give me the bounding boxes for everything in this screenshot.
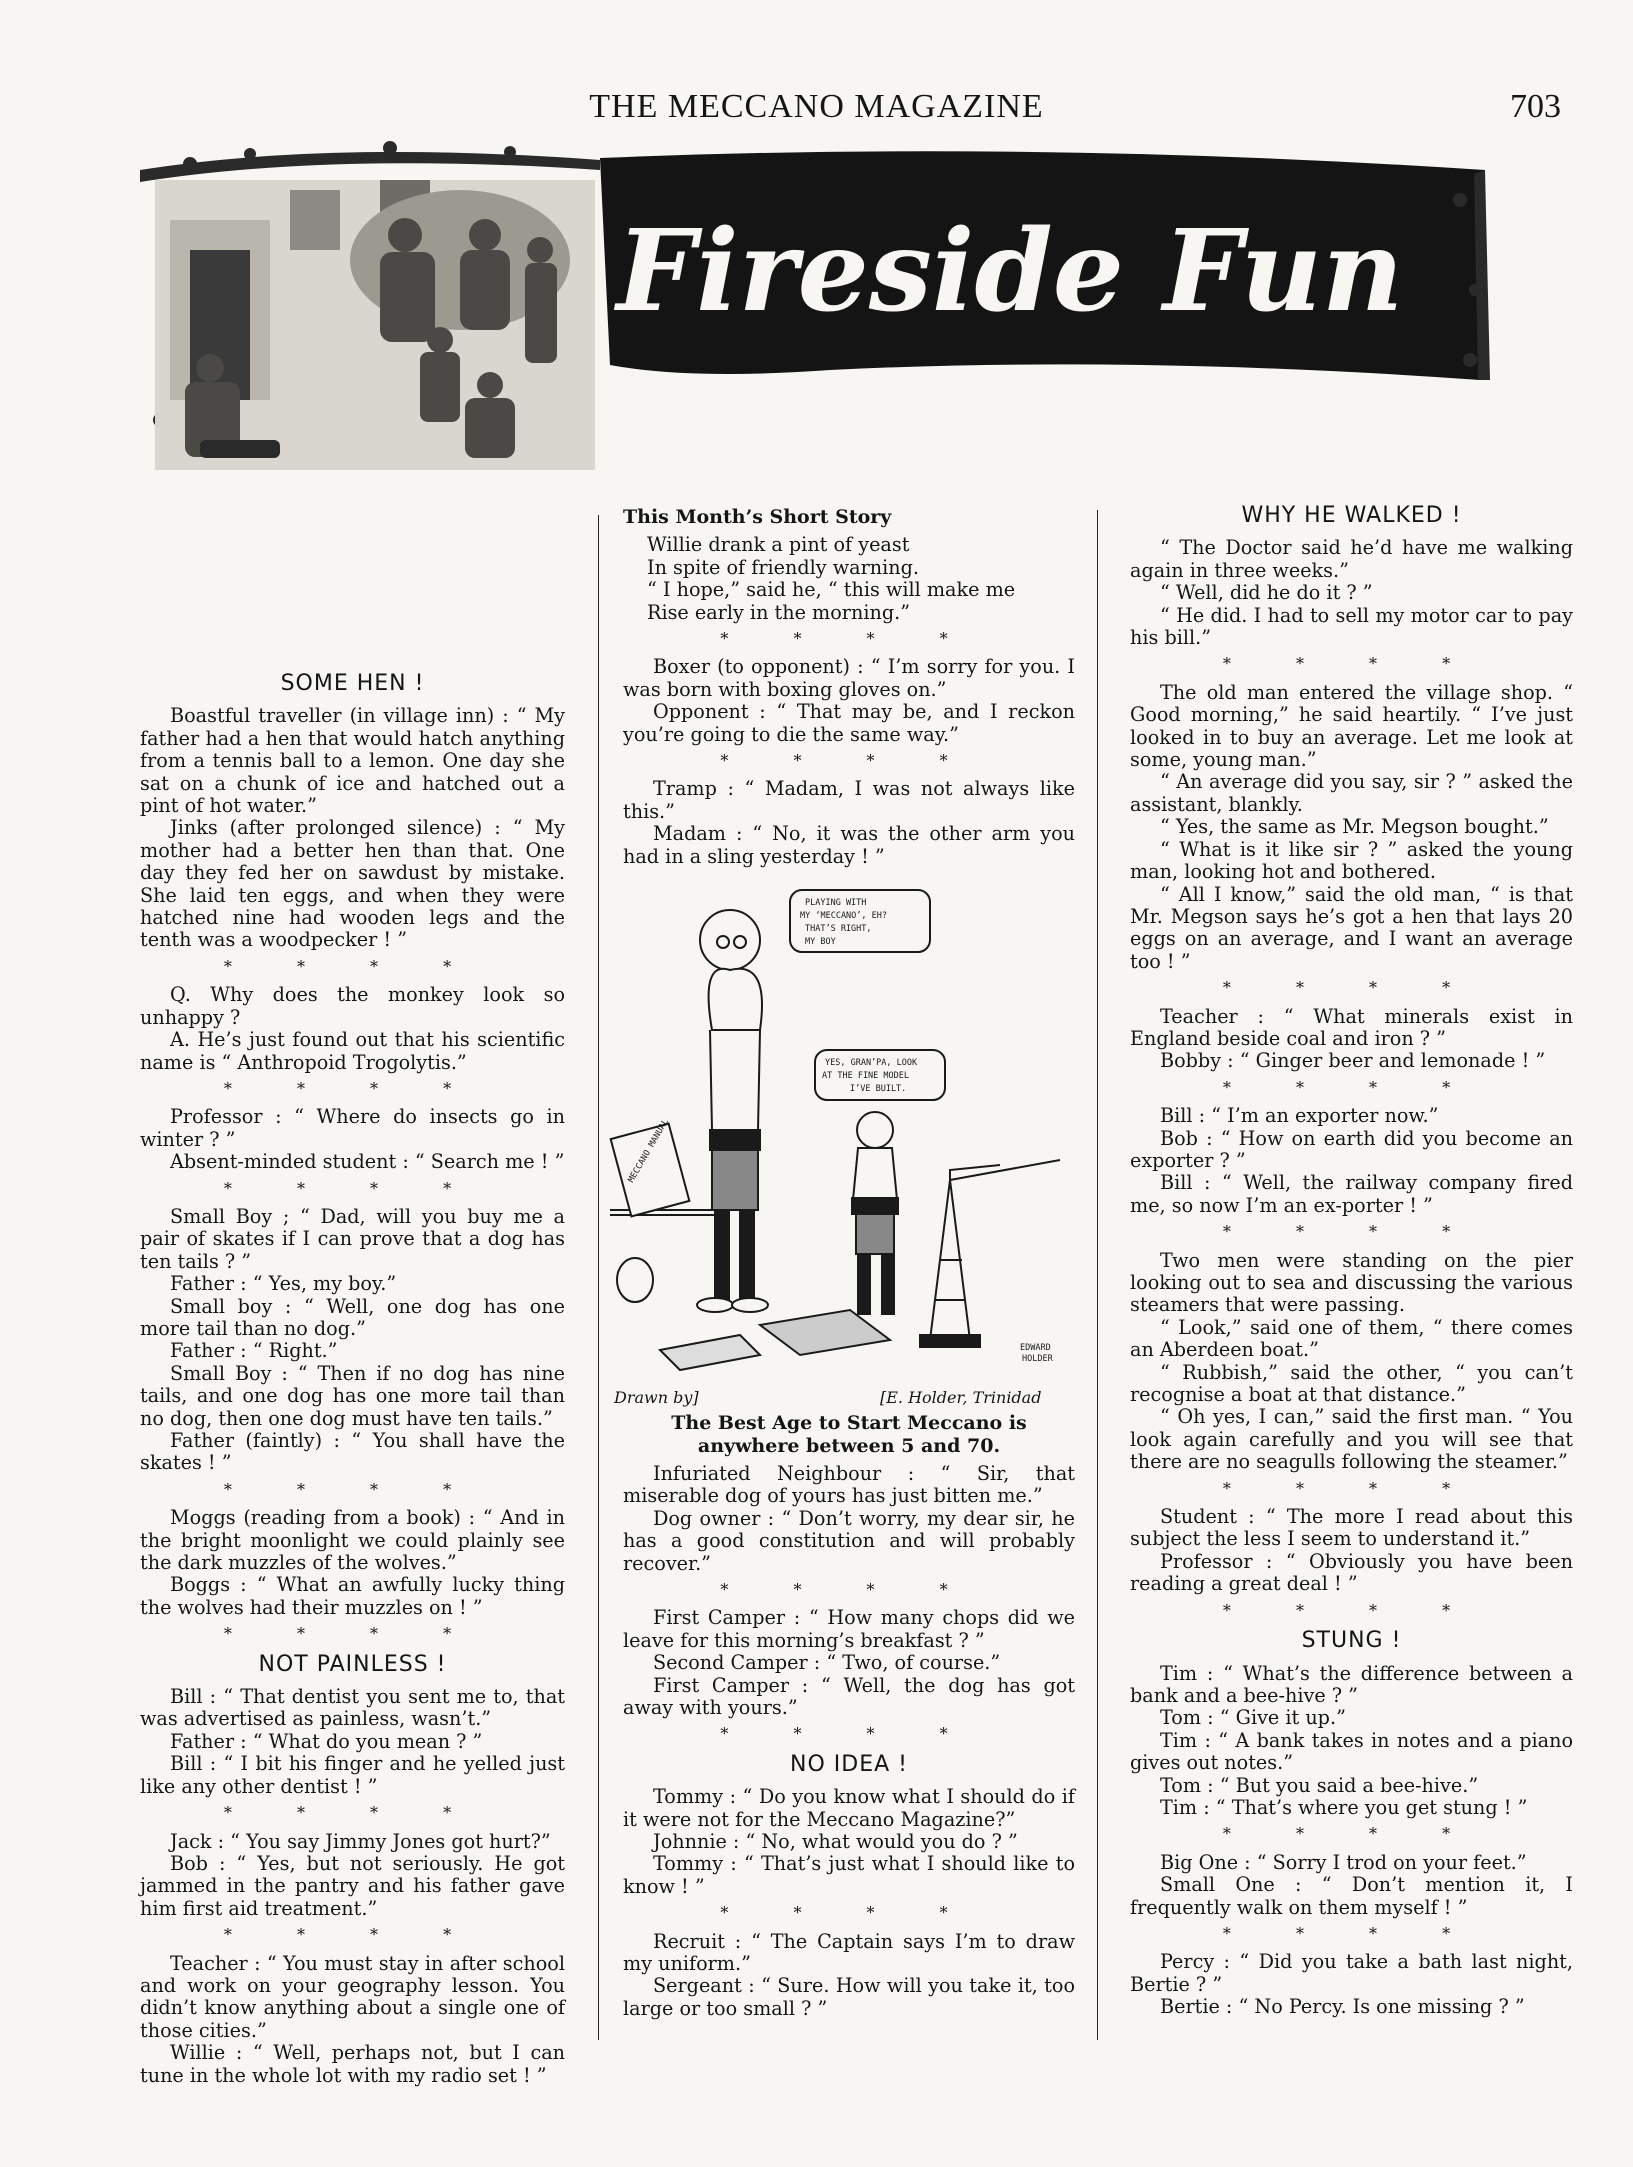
grandpa-head [700,910,760,970]
joke-paragraph: Teacher : “ What minerals exist in England beside coal and iron ? ” [1130,1004,1573,1050]
joke-paragraph: Small Boy ; “ Dad, will you buy me a pair of skates if I can prove that a dog has ten tails ? ” [140,1204,565,1273]
artist-signature: HOLDER [1022,1354,1053,1364]
separator-stars: * * * * [720,629,978,649]
column-left [140,665,565,2087]
joke-paragraph: “ What is it like sir ? ” asked the young man, looking hot and bothered. [1130,837,1573,884]
joke-paragraph: Johnnie : “ No, what would you do ? ” [653,1830,1018,1853]
poem-line: “ I hope,” said he, “ this will make me [647,578,1016,602]
bubble-text: AT THE FINE MODEL [822,1071,909,1081]
cartoon-caption-right: [E. Holder, Trinidad [880,1388,1042,1407]
joke-paragraph: Small Boy : “ Then if no dog has nine tails, and one dog has one more tail than no dog, then one dog must have ten tails.” [140,1361,565,1430]
cartoon-illustration [600,880,1080,1395]
joke-paragraph: Infuriated Neighbour : “ Sir, that miserable dog of yours has just bitten me.” [623,1461,1075,1508]
bubble-text: I’VE BUILT. [850,1084,907,1094]
manual-label: MECCANO MANUAL [626,1117,671,1185]
bubble-text: MY ‘MECCANO’, EH? [800,911,887,921]
separator-stars: * * * * [1222,1824,1481,1844]
joke-paragraph: “ An average did you say, sir ? ” asked the assistant, blankly. [1130,770,1573,816]
joke-paragraph: “ Oh yes, I can,” said the first man. “ You look again carefully and you will see that there are no seagulls following the steamer.” [1130,1405,1573,1474]
boy-head [857,1112,893,1148]
separator-stars: * * * * [720,1903,978,1923]
joke-paragraph: Small boy : “ Well, one dog has one more tail than no dog.” [140,1294,565,1340]
joke-paragraph: Bertie : “ No Percy. Is one missing ? ” [1160,1995,1525,2019]
separator-stars: * * * * [223,1624,482,1644]
joke-paragraph: Bob : “ Yes, but not seriously. He got jammed in the pantry and his father gave him first aid treatment.” [140,1851,565,1920]
short-story-poem [623,534,1075,624]
banner-title: Fireside Fun [616,206,1404,337]
joke-paragraph: “ The Doctor said he’d have me walking again in three weeks.” [1130,536,1573,582]
joke-paragraph: Small One : “ Don’t mention it, I frequently walk on them myself ! ” [1130,1873,1573,1919]
joke-paragraph: Second Camper : “ Two, of course.” [653,1651,1001,1675]
fireside-banner-illustration [130,140,1490,485]
joke-paragraph: A. He’s just found out that his scientific name is “ Anthropoid Trogolytis.” [140,1028,565,1074]
separator-stars: * * * * [720,1724,978,1744]
joke-paragraph: Teacher : “ You must stay in after school and work on your geography lesson. You didn’t know anything about a single one of those cities.” [140,1951,565,2042]
joke-paragraph: Two men were standing on the pier looking out to sea and discussing the various steamers that were passing. [1130,1248,1573,1317]
poem-line: In spite of friendly warning. [647,555,919,579]
poem-line: Rise early in the morning.” [647,600,911,624]
joke-paragraph: Willie : “ Well, perhaps not, but I can tune in the whole lot with my radio set ! ” [140,2041,565,2087]
separator-stars: * * * * [1222,1600,1481,1620]
joke-paragraph: “ Yes, the same as Mr. Megson bought.” [1160,815,1549,839]
joke-paragraph: Q. Why does the monkey look so unhappy ? [140,983,565,1029]
joke-paragraph: Bill : “ That dentist you sent me to, that was advertised as painless, wasn’t.” [140,1685,565,1731]
separator-stars: * * * * [1222,978,1481,998]
joke-paragraph: “ Well, did he do it ? ” [1160,581,1373,605]
separator-stars: * * * * [1222,1222,1481,1242]
joke-paragraph: Tim : “ What’s the difference between a bank and a bee-hive ? ” [1130,1661,1573,1707]
joke-paragraph: Madam : “ No, it was the other arm you had in a sling yesterday ! ” [623,822,1075,868]
joke-paragraph: Absent-minded student : “ Search me ! ” [170,1150,565,1174]
artist-signature: EDWARD [1020,1343,1051,1353]
joke-paragraph: Tom : “ But you said a bee-hive.” [1160,1773,1479,1797]
joke-paragraph: Tim : “ That’s where you get stung ! ” [1160,1795,1528,1819]
bubble-text: YES, GRAN’PA, LOOK [825,1058,918,1068]
joke-paragraph: Dog owner : “ Don’t worry, my dear sir, he has a good constitution and will probably recover.” [623,1506,1075,1575]
joke-paragraph: Father : “ Yes, my boy.” [170,1272,397,1296]
separator-stars: * * * * [223,1925,482,1945]
joke-paragraph: Boxer (to opponent) : “ I’m sorry for you. I was born with boxing gloves on.” [623,655,1075,701]
separator-stars: * * * * [1222,1077,1481,1097]
joke-paragraph: Sergeant : “ Sure. How will you take it, too large or too small ? ” [623,1974,1075,2020]
joke-paragraph: Boggs : “ What an awfully lucky thing the wolves had their muzzles on ! ” [140,1573,565,1619]
joke-paragraph: Moggs (reading from a book) : “ And in the bright moonlight we could plainly see the dark muzzles of the wolves.” [140,1506,565,1575]
joke-paragraph: “ Rubbish,” said the other, “ you can’t recognise a boat at that distance.” [1130,1360,1573,1407]
heading-why-he-walked: WHY HE WALKED ! [1241,503,1462,528]
separator-stars: * * * * [1222,1478,1481,1498]
joke-paragraph: Percy : “ Did you take a bath last night, Bertie ? ” [1130,1950,1573,1996]
joke-paragraph: Professor : “ Where do insects go in winter ? ” [140,1105,565,1151]
joke-paragraph: The old man entered the village shop. “ Good morning,” he said heartily. “ I’ve just looked in to buy an average. Let me look at some, young man.” [1130,680,1573,772]
meccano-crane [930,1160,1060,1340]
heading-stung: STUNG ! [1301,1628,1402,1654]
checkered-belt [710,1130,760,1150]
joke-paragraph: First Camper : “ Well, the dog has got away with yours.” [623,1673,1075,1719]
heading-some-hen: SOME HEN ! [280,671,425,696]
joke-paragraph: Bill : “ Well, the railway company fired me, so now I’m an ex-porter ! ” [1130,1171,1573,1217]
poem-line: Willie drank a pint of yeast [647,533,910,557]
separator-stars: * * * * [720,1579,978,1599]
joke-paragraph: Student : “ The more I read about this subject the less I seem to understand it.” [1130,1505,1573,1551]
joke-paragraph: Jinks (after prolonged silence) : “ My mother had a better hen than that. One day they fed her on sawdust by mistake. She laid ten eggs, and when they were hatched nine had wooden legs and the tenth was a woodpecker ! ” [140,816,565,952]
joke-paragraph: Tommy : “ Do you know what I should do if it were not for the Meccano Magazine?” [623,1785,1075,1831]
joke-paragraph: First Camper : “ How many chops did we leave for this morning’s breakfast ? ” [623,1606,1075,1652]
joke-paragraph: Bill : “ I bit his finger and he yelled just like any other dentist ! ” [140,1752,565,1798]
separator-stars: * * * * [223,1479,482,1499]
bubble-text: PLAYING WITH [805,898,867,908]
column-rule-left [598,515,599,2040]
bubble-text: THAT’S RIGHT, [805,924,872,934]
joke-paragraph: Father (faintly) : “ You shall have the skates ! ” [140,1429,565,1475]
magazine-title: THE MECCANO MAGAZINE [589,88,1044,125]
separator-stars: * * * * [223,1178,482,1198]
joke-paragraph: Father : “ What do you mean ? ” [170,1729,483,1753]
joke-paragraph: Tommy : “ That’s just what I should like to know ! ” [623,1852,1075,1898]
heading-short-story: This Month’s Short Story [623,506,892,528]
joke-paragraph: “ He did. I had to sell my motor car to pay his bill.” [1130,603,1573,650]
separator-stars: * * * * [1222,654,1481,674]
separator-stars: * * * * [223,1078,482,1098]
joke-paragraph: Recruit : “ The Captain says I’m to draw my uniform.” [623,1929,1075,1976]
separator-stars: * * * * [720,751,978,771]
joke-paragraph: Bobby : “ Ginger beer and lemonade ! ” [1160,1049,1546,1073]
joke-paragraph: Tim : “ A bank takes in notes and a piano gives out notes.” [1130,1728,1573,1775]
column-rule-right [1097,510,1098,2040]
joke-paragraph: Tramp : “ Madam, I was not always like this.” [623,777,1075,823]
separator-stars: * * * * [223,956,482,976]
joke-paragraph: Big One : “ Sorry I trod on your feet.” [1160,1850,1527,1874]
heading-no-idea: NO IDEA ! [790,1751,908,1777]
joke-paragraph: “ All I know,” said the old man, “ is that Mr. Megson says he’s got a hen that lays 20 eggs on an average, and I want an average too ! ” [1130,882,1573,973]
joke-paragraph: “ Look,” said one of them, “ there comes an Aberdeen boat.” [1130,1315,1573,1362]
joke-paragraph: Bill : “ I’m an exporter now.” [1160,1104,1439,1128]
dog [617,1258,653,1302]
joke-paragraph: Boastful traveller (in village inn) : “ My father had a hen that would hatch anything from a tennis ball to a lemon. One day she sat on a chunk of ice and hatched out a pint of hot water.” [140,704,565,818]
cartoon-caption-left: Drawn by] [614,1388,699,1407]
joke-paragraph: Tom : “ Give it up.” [1160,1706,1346,1730]
joke-paragraph: Jack : “ You say Jimmy Jones got hurt?” [170,1829,551,1853]
bubble-text: MY BOY [805,937,836,947]
separator-stars: * * * * [1222,1923,1481,1943]
page-number: 703 [1510,88,1561,125]
joke-paragraph: Professor : “ Obviously you have been reading a great deal ! ” [1130,1549,1573,1596]
heading-not-painless: NOT PAINLESS ! [258,1651,447,1677]
joke-paragraph: Bob : “ How on earth did you become an exporter ? ” [1130,1126,1573,1172]
separator-stars: * * * * [223,1803,482,1823]
joke-paragraph: Opponent : “ That may be, and I reckon you’re going to die the same way.” [623,700,1075,746]
column-right [1130,497,1573,2019]
joke-paragraph: Father : “ Right.” [170,1339,338,1363]
heading-best-age: The Best Age to Start Meccano is anywhere between 5 and 70. [671,1412,1027,1457]
